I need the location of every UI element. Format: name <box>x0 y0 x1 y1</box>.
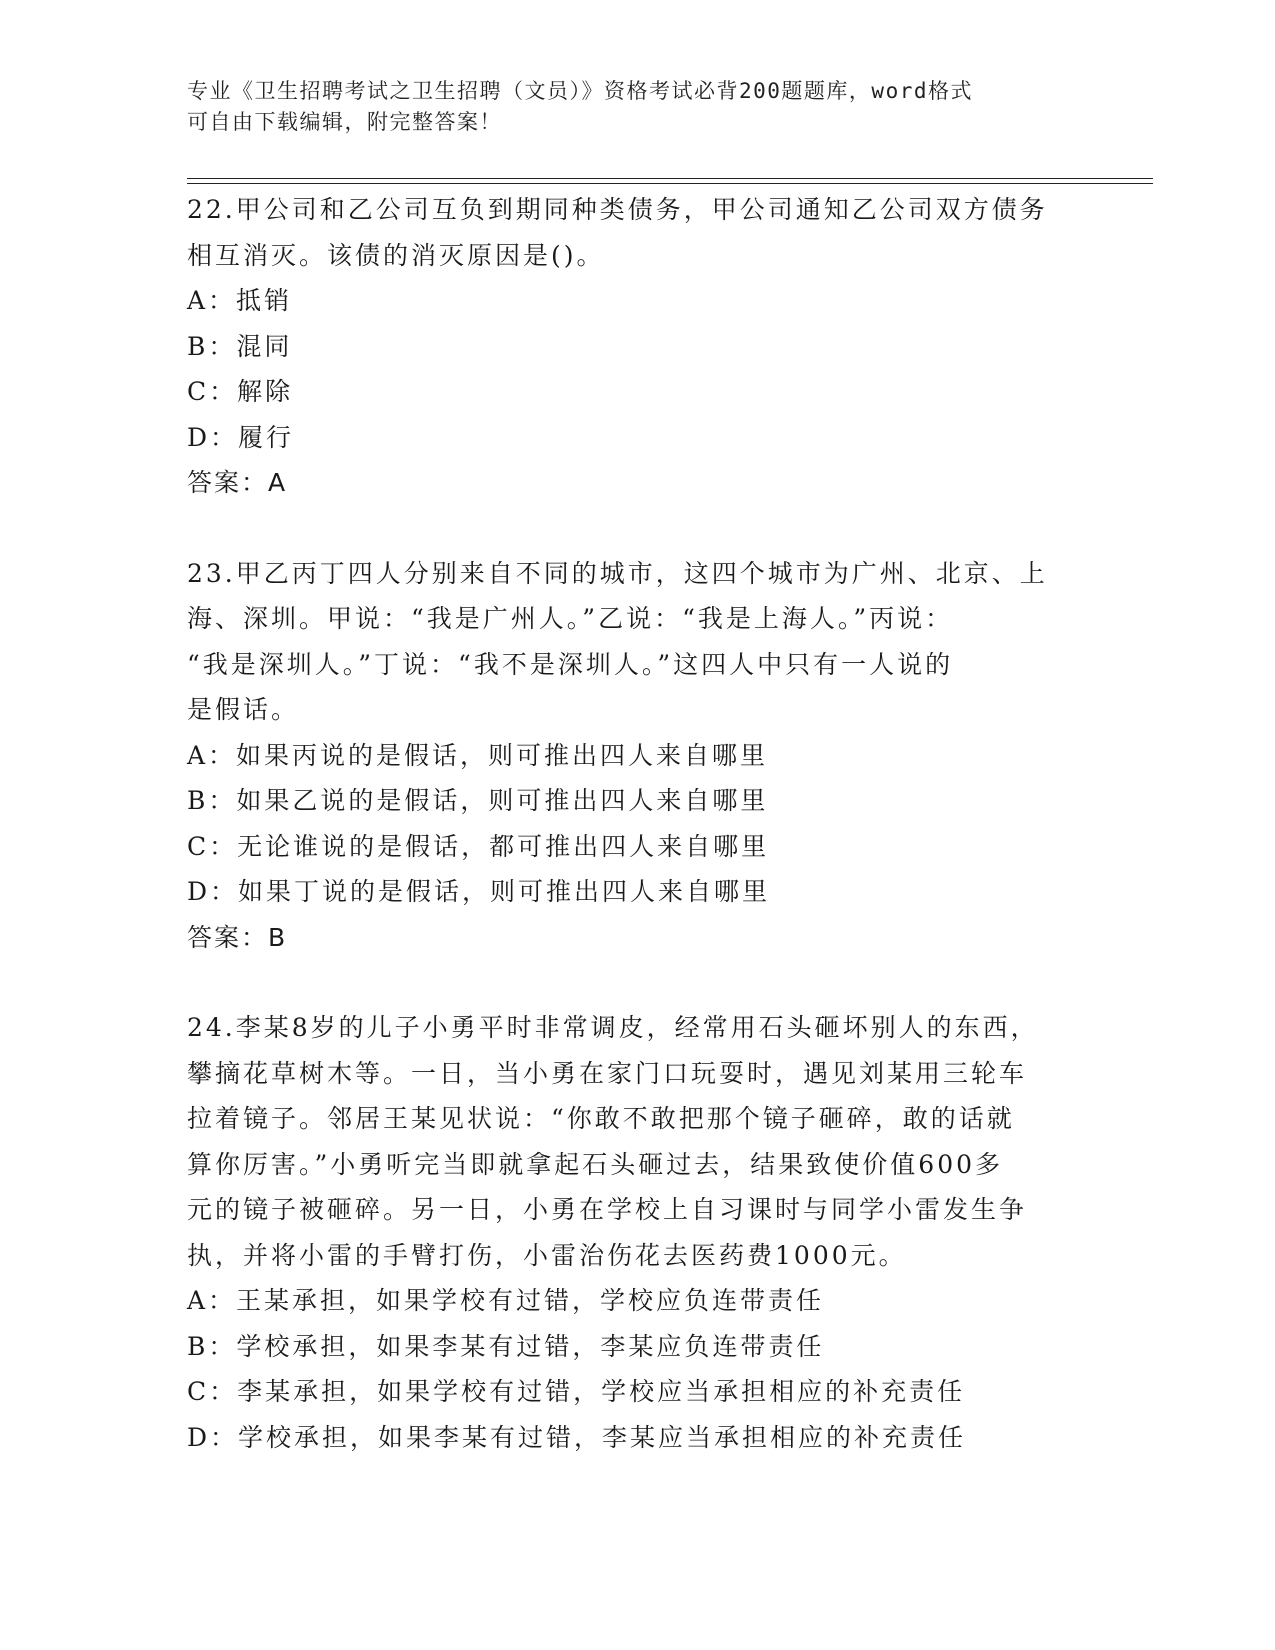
question-stem-line: 元的镜子被砸碎。另一日，小勇在学校上自习课时与同学小雷发生争 <box>187 1195 1028 1224</box>
question-23 <box>187 551 1087 961</box>
question-stem-line: 海、深圳。甲说：“我是广州人。”乙说：“我是上海人。”丙说： <box>187 604 954 633</box>
option-d: D：履行 <box>187 422 295 452</box>
header-divider <box>187 178 1153 179</box>
option-d: D：如果丁说的是假话，则可推出四人来自哪里 <box>187 877 771 906</box>
document-header <box>187 76 1087 138</box>
option-a: A：如果丙说的是假话，则可推出四人来自哪里 <box>187 740 769 770</box>
option-a: A：王某承担，如果学校有过错，学校应负连带责任 <box>187 1286 825 1315</box>
header-divider <box>187 183 1153 184</box>
question-list <box>187 187 1087 1505</box>
question-stem-line: 24.李某8岁的儿子小勇平时非常调皮，经常用石头砸坏别人的东西， <box>187 1013 1039 1042</box>
option-c: C：无论谁说的是假话，都可推出四人来自哪里 <box>187 831 770 861</box>
question-stem-line: “我是深圳人。”丁说：“我不是深圳人。”这四人中只有一人说的 <box>187 649 954 679</box>
question-stem-line: 拉着镜子。邻居王某见状说：“你敢不敢把那个镜子砸碎，敢的话就 <box>187 1104 1015 1133</box>
question-stem-line: 相互消灭。该债的消灭原因是()。 <box>187 240 605 270</box>
question-stem-line: 攀摘花草树木等。一日，当小勇在家门口玩耍时，遇见刘某用三轮车 <box>187 1058 1028 1088</box>
header-line-2: 可自由下载编辑，附完整答案！ <box>187 110 502 134</box>
option-c: C：李某承担，如果学校有过错，学校应当承担相应的补充责任 <box>187 1377 966 1406</box>
question-stem-line: 执，并将小雷的手臂打伤，小雷治伤花去医药费1000元。 <box>187 1240 907 1270</box>
option-b: B：学校承担，如果李某有过错，李某应负连带责任 <box>187 1331 825 1361</box>
option-b: B：混同 <box>187 331 293 361</box>
question-stem-line: 22.甲公司和乙公司互负到期同种类债务，甲公司通知乙公司双方债务 <box>187 195 1048 224</box>
question-stem-line: 算你厉害。”小勇听完当即就拿起石头砸过去，结果致使价值600多 <box>187 1149 1004 1179</box>
answer-line: 答案：B <box>187 922 288 952</box>
header-line-1: 专业《卫生招聘考试之卫生招聘（文员）》资格考试必背200题题库，word格式 <box>187 79 973 103</box>
question-22 <box>187 187 1087 506</box>
answer-line: 答案：A <box>187 468 288 497</box>
option-c: C：解除 <box>187 377 294 406</box>
question-24 <box>187 1005 1087 1460</box>
question-stem-line: 23.甲乙丙丁四人分别来自不同的城市，这四个城市为广州、北京、上 <box>187 558 1048 588</box>
question-stem-line: 是假话。 <box>187 695 300 724</box>
option-d: D：学校承担，如果李某有过错，李某应当承担相应的补充责任 <box>187 1422 967 1452</box>
option-b: B：如果乙说的是假话，则可推出四人来自哪里 <box>187 786 769 815</box>
option-a: A：抵销 <box>187 286 293 315</box>
